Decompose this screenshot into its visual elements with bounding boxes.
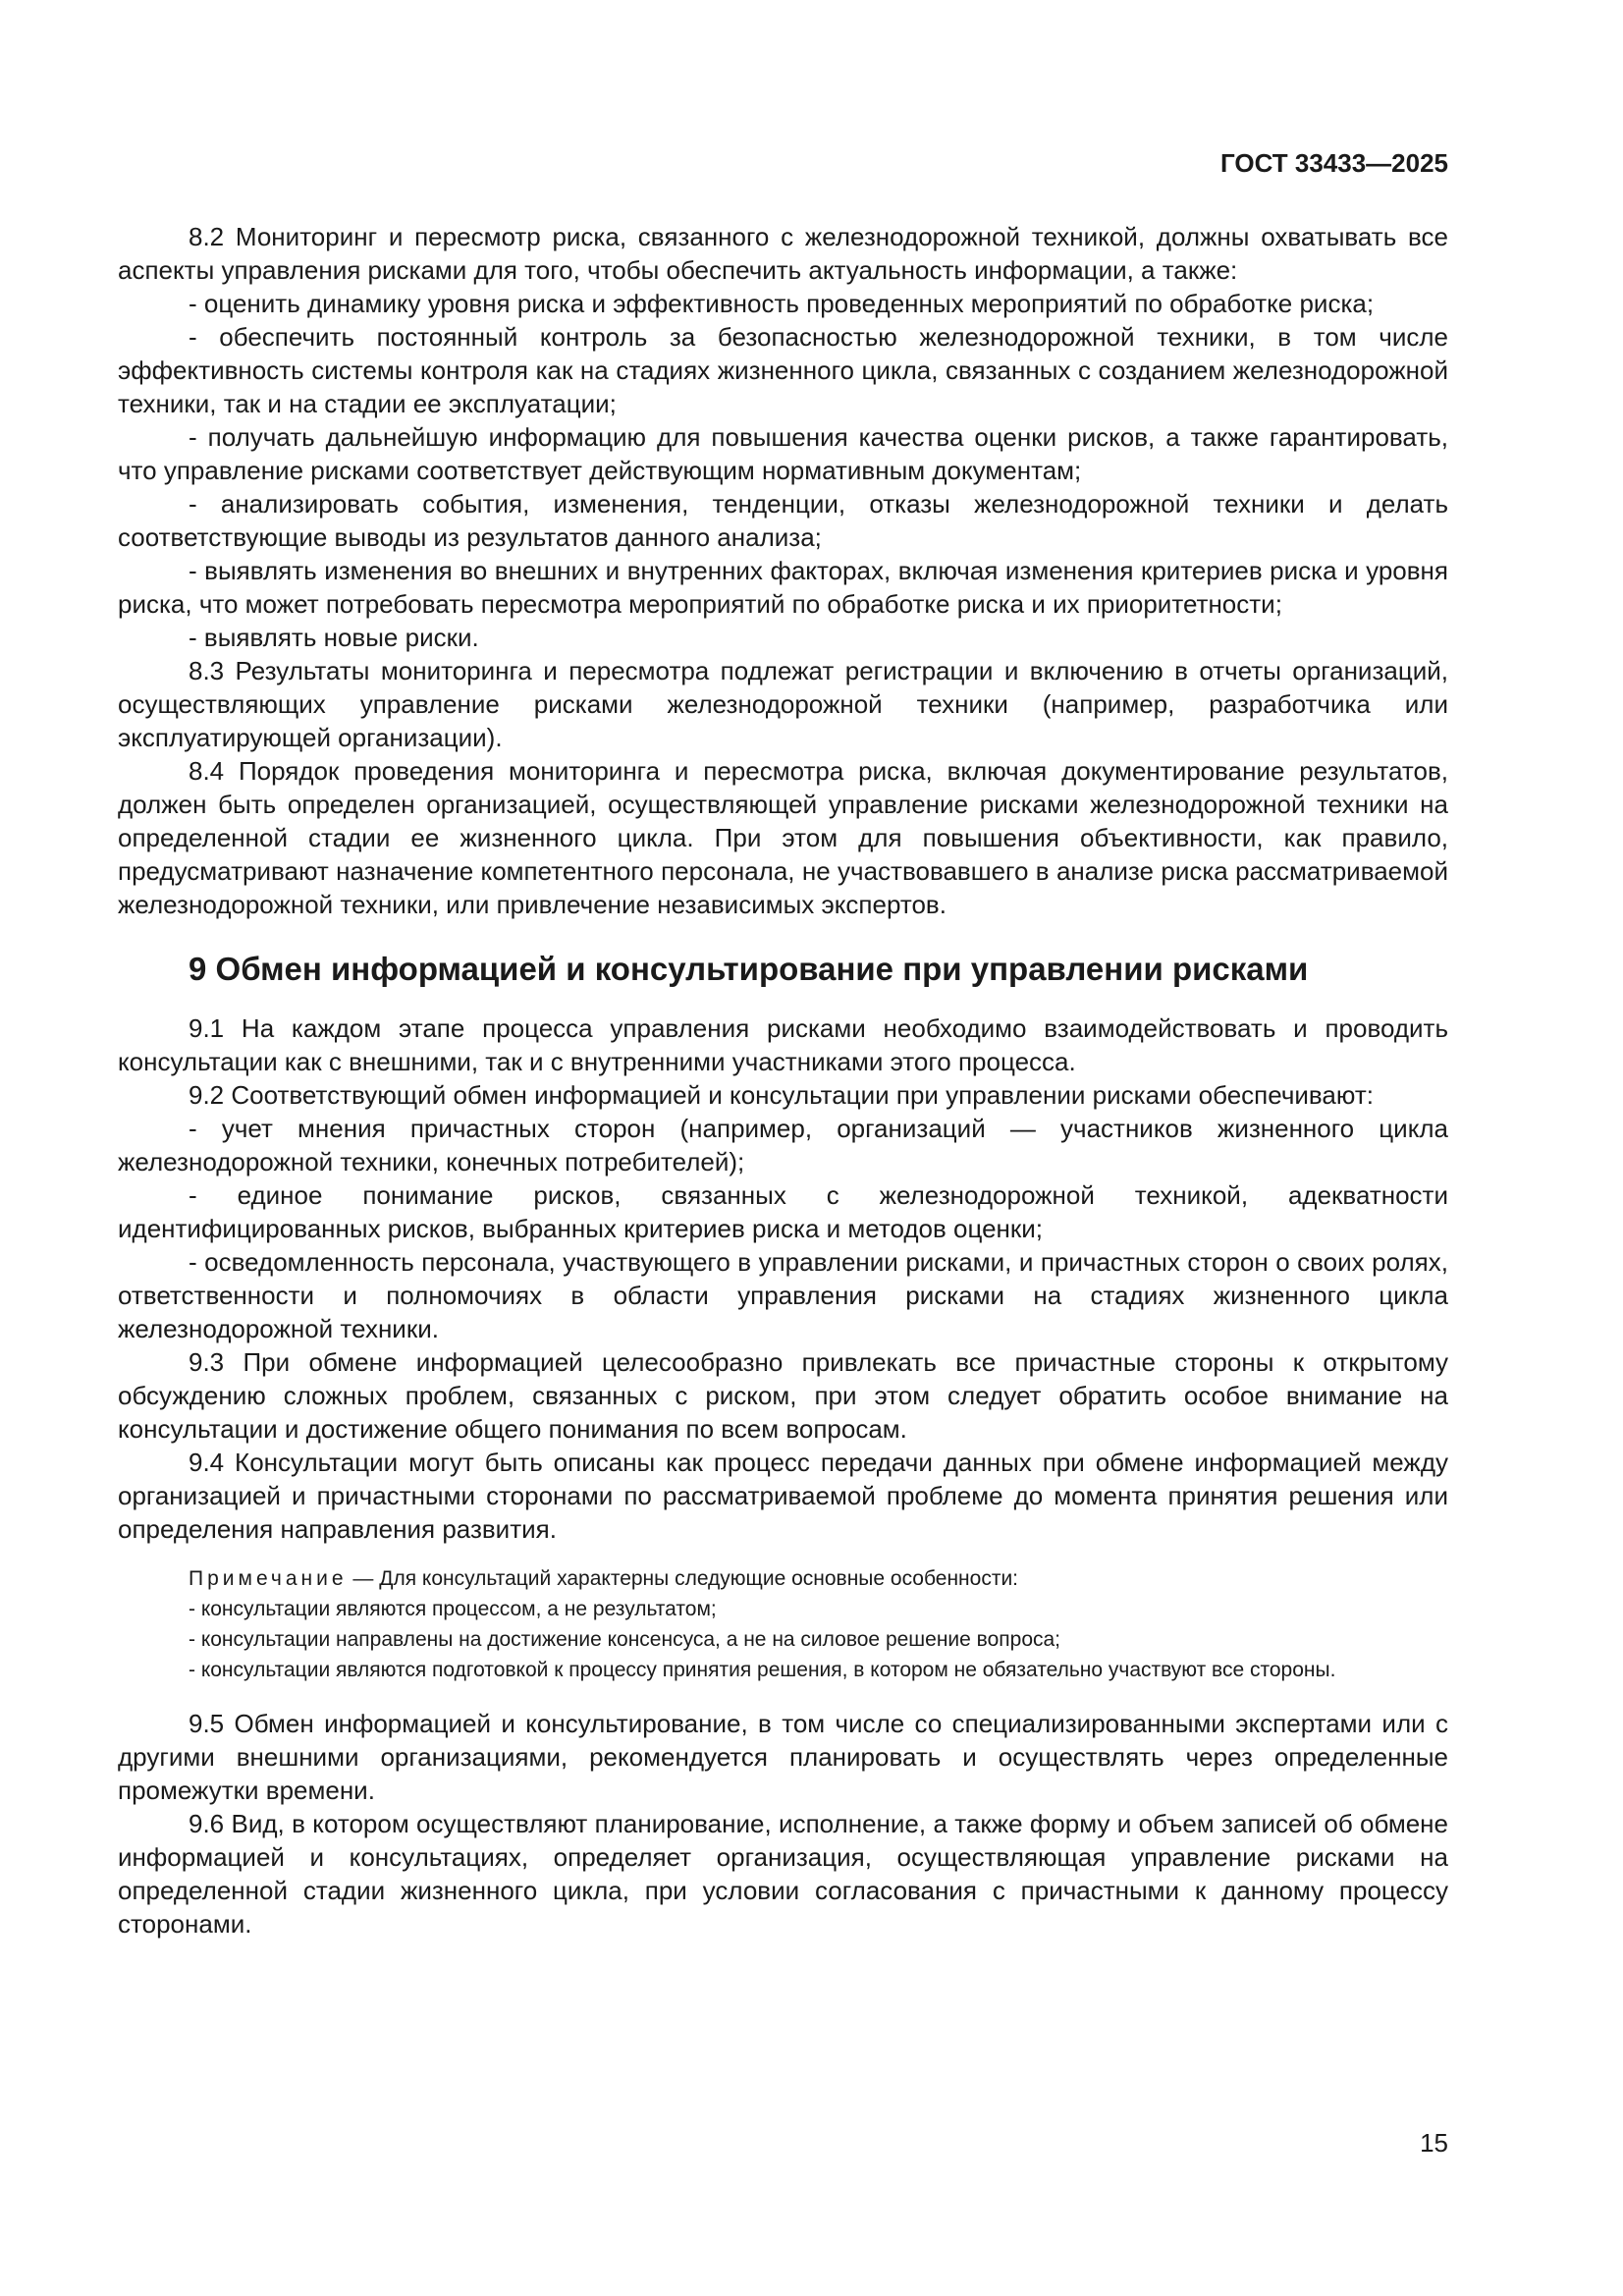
note-block bbox=[118, 1563, 1448, 1685]
note-text: — Для консультаций характерны следующие основные особенности: bbox=[347, 1567, 1019, 1590]
list-item: - выявлять изменения во внешних и внутренних факторах, включая изменения критериев риска и уровня риска, что может потребовать пересмотра мероприятий по обработке риска и их приоритетности; bbox=[118, 556, 1448, 619]
paragraph-9-1: 9.1 На каждом этапе процесса управления рисками необходимо взаимодействовать и проводить консультации как с внешними, так и с внутренними участниками этого процесса. bbox=[118, 1013, 1448, 1076]
page-body bbox=[118, 220, 1448, 1941]
paragraph-9-3: 9.3 При обмене информацией целесообразно привлекать все причастные стороны к открытому обсуждению сложных проблем, связанных с риском, при этом следует обратить особое внимание на консультации и достижение общего понимания по всем вопросам. bbox=[118, 1347, 1448, 1444]
page-number: 15 bbox=[1420, 2128, 1448, 2158]
paragraph-9-4: 9.4 Консультации могут быть описаны как процесс передачи данных при обмене информацией между организацией и причастными сторонами по рассматриваемой проблеме до момента принятия решения или определения направления развития. bbox=[118, 1448, 1448, 1544]
note-list-item: - консультации являются подготовкой к процессу принятия решения, в котором не обязательно участвуют все стороны. bbox=[189, 1659, 1336, 1681]
list-item: - единое понимание рисков, связанных с железнодорожной техникой, адекватности идентифицированных рисков, выбранных критериев риска и методов оценки; bbox=[118, 1180, 1448, 1243]
note-list-item: - консультации являются процессом, а не результатом; bbox=[189, 1598, 717, 1620]
paragraph-9-5: 9.5 Обмен информацией и консультирование, в том числе со специализированными экспертами или с другими внешними организациями, рекомендуется планировать и осуществлять через определенные промежутки времени. bbox=[118, 1709, 1448, 1805]
list-item: - выявлять новые риски. bbox=[189, 623, 479, 652]
note-list-item: - консультации направлены на достижение консенсуса, а не на силовое решение вопроса; bbox=[189, 1628, 1061, 1651]
paragraph-8-4: 8.4 Порядок проведения мониторинга и пересмотра риска, включая документирование результатов, должен быть определен организацией, осуществляющей управление рисками железнодорожной техники на определенной стадии ее жизненного цикла. При этом для повышения объективности, как правило, предусматривают назначение компетентного персонала, не участвовавшего в анализе риска рассматриваемой железнодорожной техники, или привлечение независимых экспертов. bbox=[118, 756, 1448, 919]
note-label: Примечание bbox=[189, 1567, 348, 1590]
document-id: ГОСТ 33433—2025 bbox=[1220, 148, 1448, 178]
paragraph-8-3: 8.3 Результаты мониторинга и пересмотра подлежат регистрации и включению в отчеты организаций, осуществляющих управление рисками железнодорожной техники (например, разработчика или эксплуатирующей организации). bbox=[118, 656, 1448, 752]
list-item: - оценить динамику уровня риска и эффективность проведенных мероприятий по обработке риска; bbox=[189, 289, 1375, 318]
list-item: - обеспечить постоянный контроль за безопасностью железнодорожной техники, в том числе эффективность системы контроля как на стадиях жизненного цикла, связанных с созданием железнодорожной техники, так и на стадии ее эксплуатации; bbox=[118, 322, 1448, 418]
list-item: - осведомленность персонала, участвующего в управлении рисками, и причастных сторон о своих ролях, ответственности и полномочиях в области управления рисками на стадиях жизненного цикла железнодорожной техники. bbox=[118, 1247, 1448, 1343]
paragraph-9-6: 9.6 Вид, в котором осуществляют планирование, исполнение, а также форму и объем записей об обмене информацией и консультациях, определяет организация, осуществляющая управление рисками на определенной стадии жизненного цикла, при условии согласования с причастными к данному процессу сторонами. bbox=[118, 1809, 1448, 1939]
list-item: - учет мнения причастных сторон (например, организаций — участников жизненного цикла железнодорожной техники, конечных потребителей); bbox=[118, 1114, 1448, 1176]
section-9-title: 9 Обмен информацией и консультирование при управлении рисками bbox=[189, 951, 1309, 987]
note-lead-line bbox=[118, 1563, 1448, 1594]
paragraph-9-2: 9.2 Соответствующий обмен информацией и консультации при управлении рисками обеспечивают: bbox=[189, 1080, 1374, 1110]
paragraph-8-2: 8.2 Мониторинг и пересмотр риска, связанного с железнодорожной техникой, должны охватывать все аспекты управления рисками для того, чтобы обеспечить актуальность информации, а также: bbox=[118, 222, 1448, 285]
list-item: - получать дальнейшую информацию для повышения качества оценки рисков, а также гарантировать, что управление рисками соответствует действующим нормативным документам; bbox=[118, 422, 1448, 485]
list-item: - анализировать события, изменения, тенденции, отказы железнодорожной техники и делать соответствующие выводы из результатов данного анализа; bbox=[118, 489, 1448, 552]
